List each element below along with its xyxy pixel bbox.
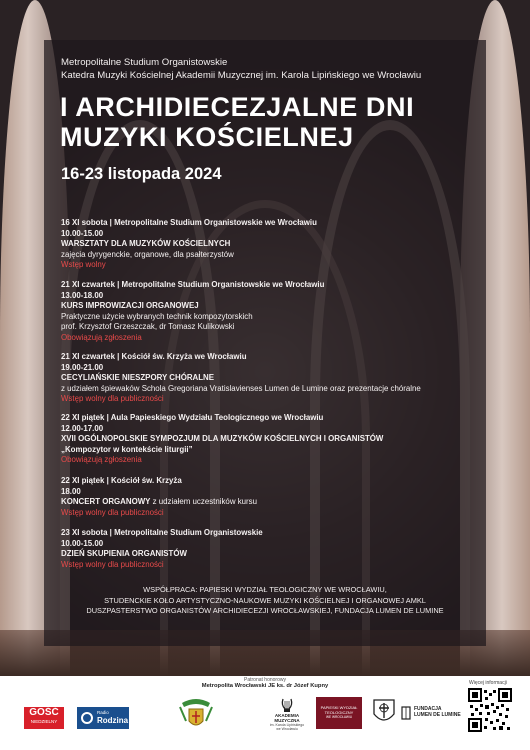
gosc-logo-sub: NIEDZIELNY — [30, 719, 58, 724]
book-icon — [401, 706, 411, 720]
seal-icon — [372, 697, 396, 727]
event-note: Wstęp wolny dla publiczności — [61, 507, 164, 517]
patron-label: Patronat honorowy — [244, 677, 286, 683]
title-line-2: MUZYKI KOŚCIELNEJ — [60, 122, 354, 152]
event-time: 10.00-15.00 — [61, 538, 104, 548]
radio-label-big: Rodzina — [97, 716, 129, 725]
event-item — [61, 280, 481, 343]
event-name: KURS IMPROWIZACJI ORGANOWEJ — [61, 301, 199, 310]
pwt-line-3: WE WROCŁAWIU — [325, 715, 353, 720]
qr-code-icon — [468, 688, 512, 732]
gosc-logo-main: GOŚĆ — [29, 707, 59, 718]
header-line-2: Katedra Muzyki Kościelnej Akademii Muzycznej im. Karola Lipińskiego we Wrocławiu — [61, 70, 422, 81]
am-line-2: im. Karola Lipińskiego — [269, 723, 305, 727]
event-description: z udziałem uczestników kursu — [150, 497, 258, 506]
event-name: KONCERT ORGANOWY — [61, 497, 151, 506]
event-place: 21 XI czwartek | Metropolitalne Studium Organistowskie we Wrocławiu — [61, 280, 325, 289]
page-title — [60, 92, 480, 152]
pwt-line-1: PAPIESKI WYDZIAŁ — [320, 705, 358, 710]
event-note: Obowiązują zgłoszenia — [61, 332, 142, 342]
header-line-1: Metropolitalne Studium Organistowskie — [61, 57, 228, 68]
fundacja-lumen-logo — [401, 705, 463, 723]
event-place: 23 XI sobota | Metropolitalne Studium Organistowskie — [61, 528, 263, 537]
event-place: 21 XI czwartek | Kościół św. Krzyża we Wrocławiu — [61, 352, 247, 361]
am-line-3: we Wrocławiu — [276, 727, 298, 731]
event-dates: 16-23 listopada 2024 — [61, 165, 222, 183]
event-item — [61, 413, 481, 466]
fund-line-2: LUMEN DE LUMINE — [414, 712, 461, 718]
event-description: zajęcia dyrygenckie, organowe, dla psałterzystów — [61, 249, 234, 259]
event-note: Wstęp wolny dla publiczności — [61, 394, 164, 403]
event-name: WARSZTATY DLA MUZYKÓW KOŚCIELNYCH — [61, 239, 231, 248]
lyre-icon — [280, 697, 294, 713]
event-note: Wstęp wolny — [61, 260, 106, 269]
event-name: DZIEŃ SKUPIENIA ORGANISTÓW — [61, 549, 187, 558]
qr-code[interactable] — [468, 688, 512, 732]
event-place: 22 XI piątek | Kościół św. Krzyża — [61, 476, 182, 485]
radio-icon — [81, 712, 93, 724]
event-item — [61, 528, 481, 570]
title-line-1: I ARCHIDIECEZJALNE DNI — [60, 92, 415, 122]
event-subtitle: „Kompozytor w kontekście liturgii” — [61, 444, 193, 454]
more-info-label: Więcej informacji — [469, 680, 507, 686]
radio-rodzina-logo — [77, 707, 129, 729]
pwt-line-2: TEOLOGICZNY — [324, 709, 354, 715]
coat-of-arms-icon — [178, 697, 214, 731]
cooperation-block — [44, 585, 486, 617]
event-item — [61, 476, 481, 518]
event-time: 10.00-15.00 — [61, 228, 104, 238]
event-description-2: prof. Krzysztof Grzeszczak, dr Tomasz Kulikowski — [61, 322, 235, 331]
event-name: XVII OGÓLNOPOLSKIE SYMPOZJUM DLA MUZYKÓW KOŚCIELNYCH I ORGANISTÓW — [61, 434, 384, 443]
cooperation-line-3: DUSZPASTERSTWO ORGANISTÓW ARCHIDIECEZJI WROCŁAWSKIEJ, FUNDACJA LUMEN DE LUMINE — [86, 606, 444, 615]
event-item — [61, 352, 481, 405]
event-time: 18.00 — [61, 486, 81, 496]
event-note: Obowiązują zgłoszenia — [61, 455, 142, 464]
gosc-niedzielny-logo — [24, 707, 64, 729]
event-time: 13.00-18.00 — [61, 290, 104, 300]
coat-of-arms-logo — [178, 697, 214, 731]
event-time: 12.00-17.00 — [61, 423, 104, 433]
event-description: Praktyczne użycie wybranych technik kompozytorskich — [61, 311, 253, 321]
papieski-wydzial-logo — [316, 697, 362, 729]
event-name: CECYLIAŃSKIE NIESZPORY CHÓRALNE — [61, 373, 215, 382]
event-place: 16 XI sobota | Metropolitalne Studium Organistowskie we Wrocławiu — [61, 218, 317, 227]
radio-label-small: Radio — [97, 710, 109, 715]
event-item — [61, 218, 481, 271]
fund-line-1: FUNDACJA — [414, 706, 442, 712]
am-line-1: AKADEMIA MUZYCZNA — [274, 713, 300, 723]
event-description: z udziałem śpiewaków Schola Gregoriana Vratislavienses Lumen de Lumine oraz prezentacje chóralne — [61, 383, 421, 393]
cooperation-line-2: STUDENCKIE KOŁO ARTYSTYCZNO-NAUKOWE MUZYKI KOŚCIELNEJ I ORGANOWEJ AMKL — [104, 595, 426, 605]
event-note: Wstęp wolny dla publiczności — [61, 559, 164, 569]
event-time: 19.00-21.00 — [61, 362, 104, 372]
cooperation-line-1: WSPÓŁPRACA: PAPIESKI WYDZIAŁ TEOLOGICZNY WE WROCŁAWIU, — [143, 585, 387, 594]
seal-logo — [372, 697, 396, 727]
patron-name: Metropolita Wrocławski JE ks. dr Józef Kupny — [201, 683, 329, 689]
event-name-line — [61, 497, 481, 508]
patronage — [0, 677, 530, 689]
event-place: 22 XI piątek | Aula Papieskiego Wydziału Teologicznego we Wrocławiu — [61, 413, 324, 422]
akademia-muzyczna-logo — [262, 697, 312, 731]
